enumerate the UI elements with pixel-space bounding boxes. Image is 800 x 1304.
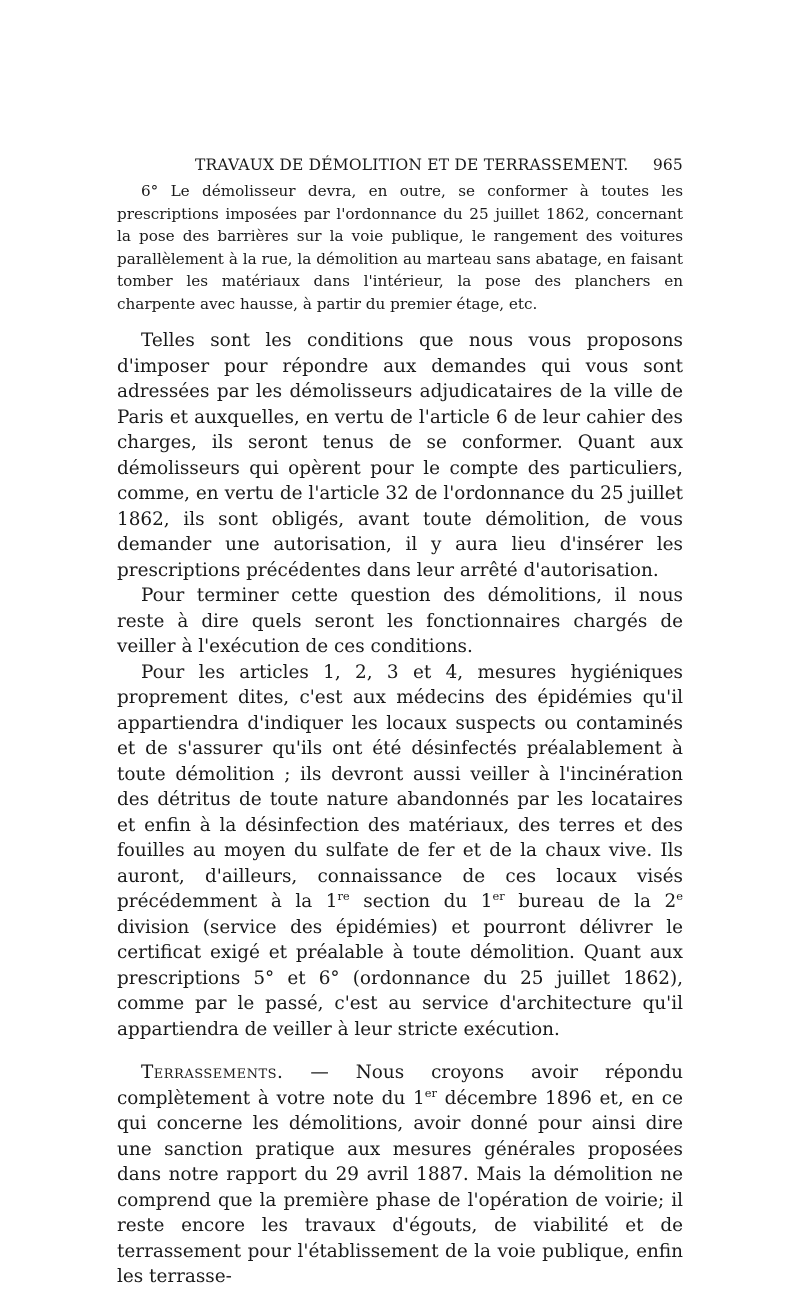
body-text bbox=[117, 328, 683, 1290]
note-block bbox=[117, 180, 683, 315]
superscript-er: er bbox=[492, 888, 505, 903]
paragraph-articles-text-a: Pour les articles 1, 2, 3 et 4, mesures hygiéniques proprement dites, c'est aux médecins des épidémies qu'il appartiendra d'indiquer les locaux suspects ou contaminés et de s'assurer qu'ils ont été désinfectés préalablement à toute démolition ; ils devront aussi veiller à l'incinération des détritus de toute nature abandonnés par les locataires et enfin à la désinfection des matériaux, des terres et des fouilles au moyen du sulfate de fer et de la chaux vive. Ils auront, d'ailleurs, connaissance de ces locaux visés précédemment à la 1 bbox=[117, 661, 683, 912]
paragraph-conditions: Telles sont les conditions que nous vous proposons d'imposer pour répondre aux demandes qui vous sont adressées par les démolisseurs adjudicataires de la ville de Paris et auxquelles, en vertu de l'article 6 de leur cahier des charges, ils seront tenus de se conformer. Quant aux démolisseurs qui opèrent pour le compte des particuliers, comme, en vertu de l'article 32 de l'ordonnance du 25 juillet 1862, ils sont obligés, avant toute démolition, de vous demander une autorisation, il y aura lieu d'insérer les prescriptions précédentes dans leur arrêté d'autorisation. bbox=[117, 330, 683, 581]
page-number: 965 bbox=[652, 156, 683, 174]
paragraph-terrassements-text-b: décembre 1896 et, en ce qui concerne les démolitions, avoir donné pour ainsi dire une sanction pratique aux mesures générales proposées dans notre rapport du 29 avril 1887. Mais la démolition ne comprend que la première phase de l'opération de voirie; il reste encore les travaux d'égouts, de viabilité et de terrassement pour l'établissement de la voie publique, enfin les terrasse- bbox=[117, 1087, 683, 1287]
note-paragraph: 6° Le démolisseur devra, en outre, se conformer à toutes les prescriptions imposées par l'ordonnance du 25 juillet 1862, concernant la pose des barrières sur la voie publique, le rangement des voitures parallèlement à la rue, la démolition au marteau sans abatage, en faisant tomber les matériaux dans l'intérieur, la pose des planchers en charpente avec hausse, à partir du premier étage, etc. bbox=[117, 182, 683, 313]
paragraph-terrassements bbox=[117, 1060, 683, 1290]
superscript-re: re bbox=[337, 888, 350, 903]
section-label-terrassements: Terrassements. bbox=[141, 1062, 284, 1083]
superscript-e: e bbox=[676, 888, 683, 903]
paragraph-articles-text-b: section du 1 bbox=[349, 891, 493, 912]
paragraph-fonctionnaires: Pour terminer cette question des démolitions, il nous reste à dire quels seront les fonctionnaires chargés de veiller à l'exécution de ces conditions. bbox=[117, 585, 683, 657]
paragraph-articles bbox=[117, 660, 683, 1043]
running-head bbox=[117, 152, 683, 178]
superscript-er-2: er bbox=[424, 1085, 437, 1100]
paragraph-articles-text-c: bureau de la 2 bbox=[504, 891, 677, 912]
running-title: TRAVAUX DE DÉMOLITION ET DE TERRASSEMENT. bbox=[195, 156, 629, 174]
paragraph-articles-text-d: division (service des épidémies) et pourront délivrer le certificat exigé et préalable à toute démolition. Quant aux prescriptions 5° et 6° (ordonnance du 25 juillet 1862), comme par le passé, c'est au service d'architecture qu'il appartiendra de veiller à leur stricte exécution. bbox=[117, 916, 683, 1040]
paragraph-terrassements-text-a: — Nous croyons avoir répondu complètement à votre note du 1 bbox=[117, 1062, 683, 1109]
